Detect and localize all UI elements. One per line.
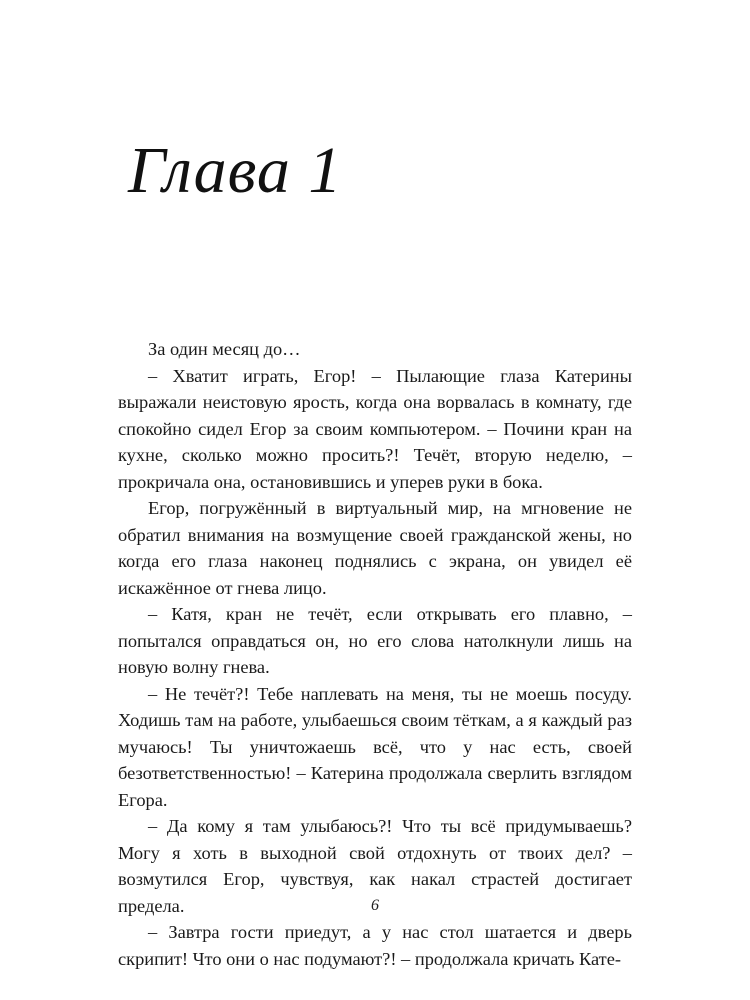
body-text	[118, 336, 632, 972]
paragraph: За один месяц до…	[148, 339, 301, 359]
paragraph: – Катя, кран не течёт, если открывать его плавно, – попытался оправдаться он, но его слова натолкнули лишь на новую волну гнева.	[118, 604, 632, 677]
chapter-title: Глава 1	[128, 134, 343, 207]
paragraph: – Завтра гости приедут, а у нас стол шатается и дверь скрипит! Что они о нас подумают?! – продолжала кричать Кате-	[118, 922, 632, 969]
paragraph: Егор, погружённый в виртуальный мир, на мгновение не обратил внимания на возмущение своей гражданской жены, но когда его глаза наконец поднялись с экрана, он увидел её искажённое от гнева лицо.	[118, 498, 632, 598]
paragraph: – Да кому я там улыбаюсь?! Что ты всё придумываешь? Могу я хоть в выходной свой отдохнуть от твоих дел? – возмутился Егор, чувствуя, как накал страстей достигает предела.	[118, 816, 632, 916]
page-number: 6	[371, 897, 379, 914]
paragraph: – Не течёт?! Тебе наплевать на меня, ты не моешь посуду. Ходишь там на работе, улыбаешься своим тёткам, а я каждый раз мучаюсь! Ты уничтожаешь всё, что у нас есть, своей безответственностью! – Катерина продолжала сверлить взглядом Егора.	[118, 683, 632, 810]
paragraph: – Хватит играть, Егор! – Пылающие глаза Катерины выражали неистовую ярость, когда она ворвалась в комнату, где спокойно сидел Егор за своим компьютером. – Почини кран на кухне, сколько можно просить?! Течёт, вторую неделю, – прокричала она, остановившись и уперев руки в бока.	[118, 365, 632, 492]
